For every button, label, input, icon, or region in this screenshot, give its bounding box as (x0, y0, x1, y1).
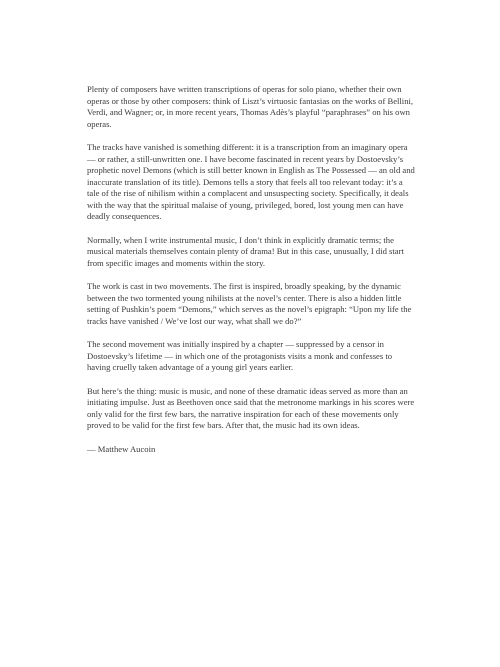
author-signature: — Matthew Aucoin (87, 443, 156, 454)
paragraph-6: But here’s the thing: music is music, and none of these dramatic ideas served as more than an initiating impulse. Just as Beethoven once said that the metronome markings in his scores were only valid for the first few bars, the narrative inspiration for each of these movements only proved to be valid for the first few bars. After that, the music had its own ideas. (87, 385, 415, 430)
paragraph-4: The work is cast in two movements. The first is inspired, broadly speaking, by the dynamic between the two tormented young nihilists at the novel’s center. There is also a hidden little setting of Pushkin’s poem “Demons,” which serves as the novel’s epigraph: “Upon my life the tracks have vanished / We’ve lost our way, what shall we do?” (87, 281, 412, 326)
paragraph-1: Plenty of composers have written transcriptions of operas for solo piano, whether their own operas or those by other composers: think of Liszt’s virtuosic fantasias on the works of Bellini, Verdi, and Wagner; or, in more recent years, Thomas Adès’s playful “paraphrases” on his own operas. (87, 84, 414, 129)
paragraph-2: The tracks have vanished is something different: it is a transcription from an imaginary opera — or rather, a still-unwritten one. I have become fascinated in recent years by Dostoevsky’s prophetic novel Demons (which is still better known in English as The Possessed — an old and inaccurate translation of its title). Demons tells a story that feels all too relevant today: it’s a tale of the rise of nihilism within a complacent and unsuspecting society. Specifically, it deals with the way that the spiritual malaise of young, privileged, bored, lost young men can have deadly consequences. (87, 142, 415, 221)
program-note (87, 84, 417, 455)
paragraph-3: Normally, when I write instrumental music, I don’t think in explicitly dramatic terms; the musical materials themselves contain plenty of drama! But in this case, unusually, I did start from specific images and moments within the story. (87, 234, 404, 268)
paragraph-5: The second movement was initially inspired by a chapter — suppressed by a censor in Dostoevsky’s lifetime — in which one of the protagonists visits a monk and confesses to having cruelly taken advantage of a young girl years earlier. (87, 339, 393, 372)
